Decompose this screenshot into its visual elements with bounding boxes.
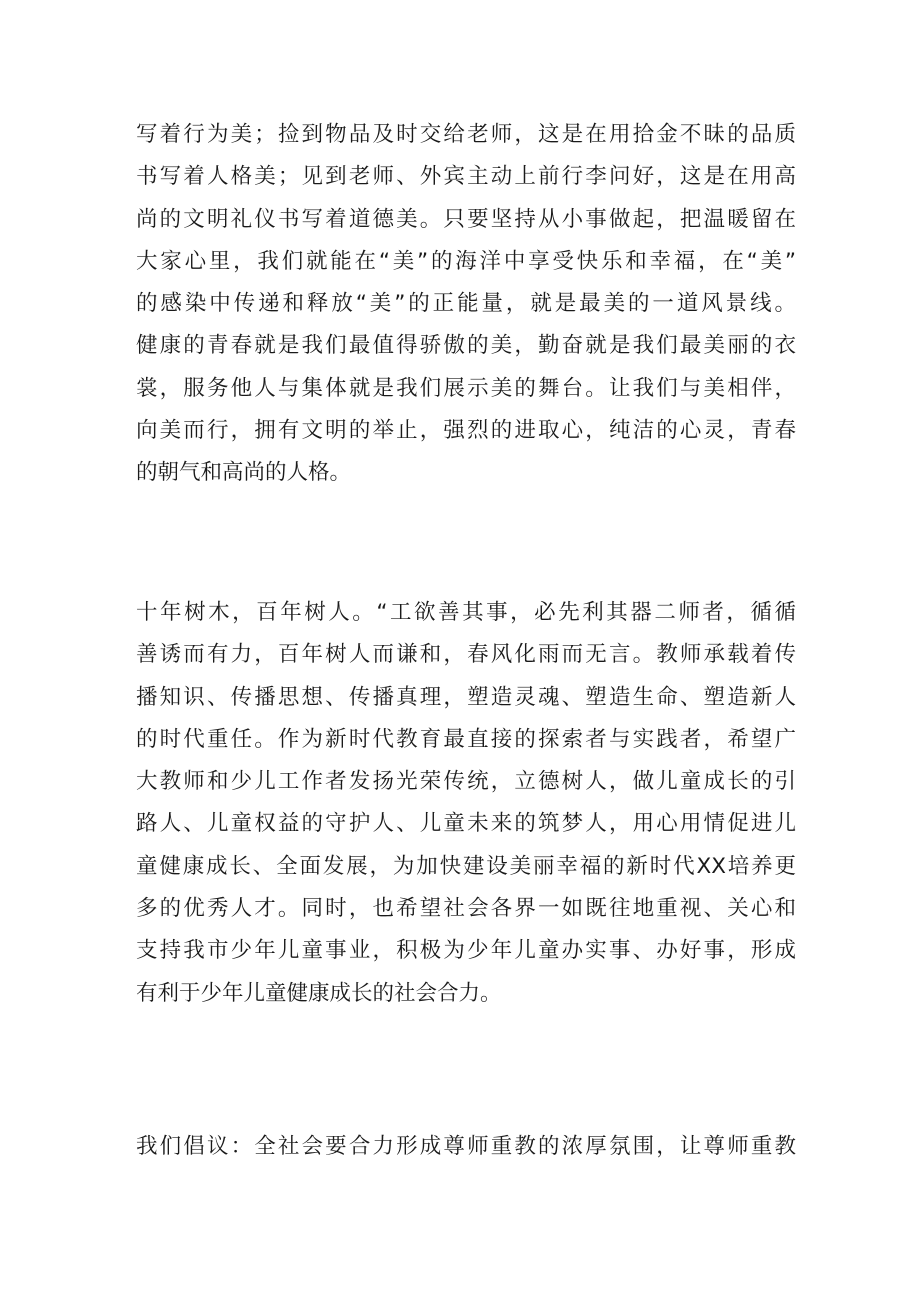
- text-line: 裳，服务他人与集体就是我们展示美的舞台。让我们与美相伴，: [136, 375, 796, 401]
- paragraph-proposal: [136, 1126, 796, 1168]
- text-line: 播知识、传播思想、传播真理，塑造灵魂、塑造生命、塑造新人: [136, 684, 796, 710]
- text-line: 我们倡议：全社会要合力形成尊师重教的浓厚氛围，让尊师重教: [136, 1134, 796, 1159]
- text-line: 的时代重任。作为新时代教育最直接的探索者与实践者，希望广: [136, 726, 796, 752]
- text-line: 健康的青春就是我们最值得骄傲的美，勤奋就是我们最美丽的衣: [136, 333, 796, 359]
- text-line: 多的优秀人才。同时，也希望社会各界一如既往地重视、关心和: [136, 896, 796, 922]
- text-line: 的朝气和高尚的人格。: [136, 460, 352, 486]
- paragraph-teachers: [136, 592, 796, 1015]
- text-line: 尚的文明礼仪书写着道德美。只要坚持从小事做起，把温暖留在: [136, 206, 796, 232]
- text-line: 的感染中传递和释放“美”的正能量，就是最美的一道风景线。: [136, 291, 796, 317]
- text-line: 十年树木，百年树人。“工欲善其事，必先利其器二师者，循循: [136, 600, 796, 625]
- text-line: 大教师和少儿工作者发扬光荣传统，立德树人，做儿童成长的引: [136, 769, 796, 795]
- text-line: 写着行为美；捡到物品及时交给老师，这是在用拾金不昧的品质: [136, 122, 796, 147]
- paragraph-beauty: [136, 114, 796, 495]
- text-line: 大家心里，我们就能在“美”的海洋中享受快乐和幸福，在“美”: [136, 248, 796, 274]
- text-line: 向美而行，拥有文明的举止，强烈的进取心，纯洁的心灵，青春: [136, 418, 796, 444]
- text-line: 路人、儿童权益的守护人、儿童未来的筑梦人，用心用情促进儿: [136, 811, 796, 837]
- text-line: 支持我市少年儿童事业，积极为少年儿童办实事、办好事，形成: [136, 938, 796, 964]
- text-line: 书写着人格美；见到老师、外宾主动上前行李问好，这是在用高: [136, 164, 796, 190]
- text-line: 有利于少年儿童健康成长的社会合力。: [136, 980, 502, 1006]
- text-line: 童健康成长、全面发展，为加快建设美丽幸福的新时代XX培养更: [136, 853, 796, 879]
- text-line: 善诱而有力，百年树人而谦和，春风化雨而无言。教师承载着传: [136, 642, 796, 668]
